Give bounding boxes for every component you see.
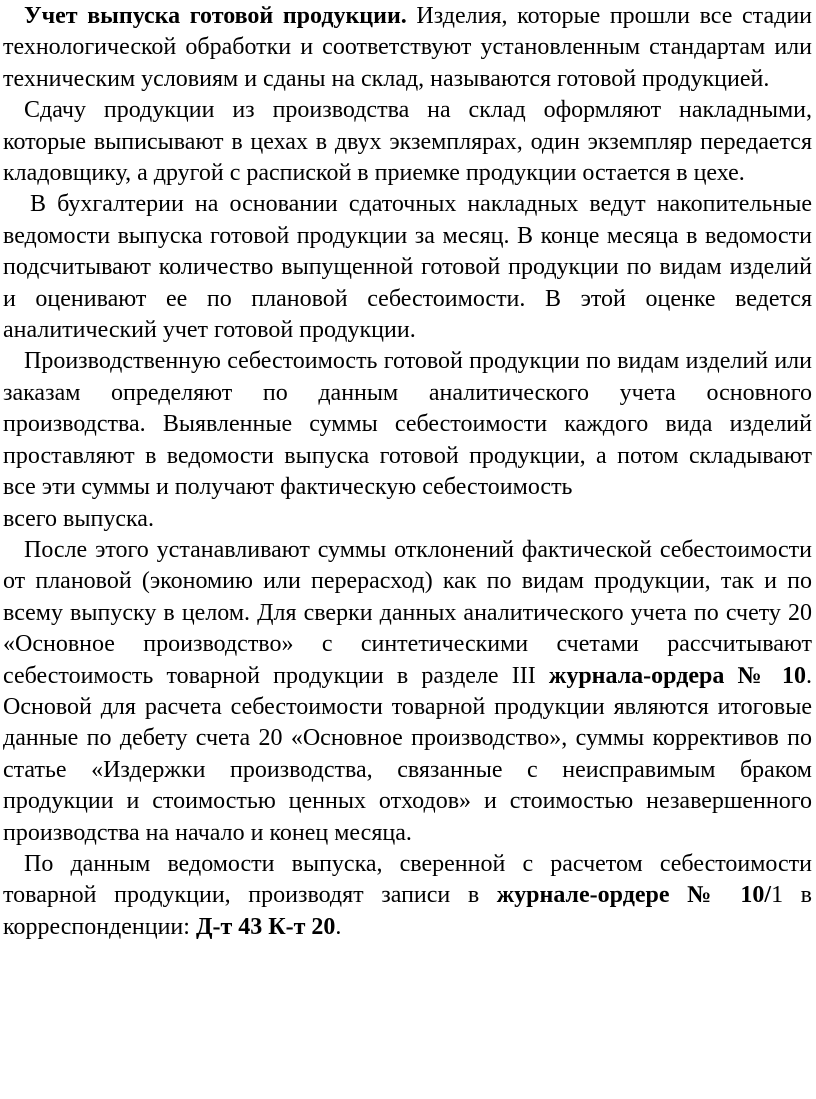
paragraph-text: По данным ведомости выпуска, сверенной с расчетом себестоимости товарной продукции, производят записи в bbox=[3, 850, 812, 909]
paragraph-text: В бухгалтерии на основании сдаточных накладных ведут накопительные ведомости выпуска готовой продукции за месяц. В конце месяца в ведомости подсчитывают количество выпущенной готовой продукции по видам изделий и оценивают ее по плановой себестоимости. В этой оценке ведется аналитический учет готовой продукции. bbox=[3, 191, 812, 344]
paragraph-text: Сдачу продукции из производства на склад оформляют накладными, которые выписывают в цехах в двух экземплярах, один экземпляр передается кладовщику, а другой с распиской в приемке продукции остается в цехе. bbox=[3, 97, 812, 187]
paragraph-delivery-invoices bbox=[3, 95, 812, 189]
paragraph-text: всего выпуска. bbox=[3, 505, 154, 532]
paragraph-text: Производственную себестоимость готовой продукции по видам изделий или заказам определяют по данным аналитического учета основного производства. Выявленные суммы себестоимости каждого вида изделий проставляют в ведомости выпуска готовой продукции, а потом складывают все эти суммы и получают фактическую себестоимость bbox=[3, 348, 812, 501]
section-heading: Учет выпуска готовой продукции. bbox=[24, 3, 407, 29]
paragraph-production-cost-continuation bbox=[3, 504, 812, 535]
paragraph-text: . Основой для расчета себестоимости товарной продукции являются итоговые данные по дебету счета 20 «Основное производство», суммы коррективов по статье «Издержки производства, связанные с неисправимым браком продукции и стоимостью ценных отходов» и стоимостью незавершенного производства на начало и конец месяца. bbox=[3, 662, 812, 846]
paragraph-journal-entries bbox=[3, 849, 812, 943]
paragraph-text: 1 в корреспонденции: bbox=[3, 882, 812, 940]
paragraph-accumulation-statements bbox=[3, 189, 812, 346]
paragraph-text: . bbox=[335, 913, 342, 940]
account-correspondence: Д-т 43 К-т 20 bbox=[195, 913, 336, 940]
journal-order-reference: журнала-ордера № 10 bbox=[548, 662, 806, 689]
paragraph-text: После этого устанавливают суммы отклонений фактической себестоимости от плановой (экономию или перерасход) как по видам продукции, так и по всему выпуску в целом. Для сверки данных аналитического учета по счету 20 «Основное производство» с синтетическими счетами рассчитывают себестоимость товарной продукции в разделе III bbox=[3, 536, 812, 689]
paragraph-finished-goods-definition bbox=[3, 1, 812, 95]
paragraph-deviations bbox=[3, 535, 812, 849]
paragraph-text: Изделия, которые прошли все стадии технологической обработки и соответствуют установленным стандартам или техническим условиям и сданы на склад, называются готовой продукцией. bbox=[3, 3, 813, 92]
journal-order-reference: журнале-ордере № 10/ bbox=[496, 882, 772, 909]
paragraph-production-cost bbox=[3, 346, 812, 503]
